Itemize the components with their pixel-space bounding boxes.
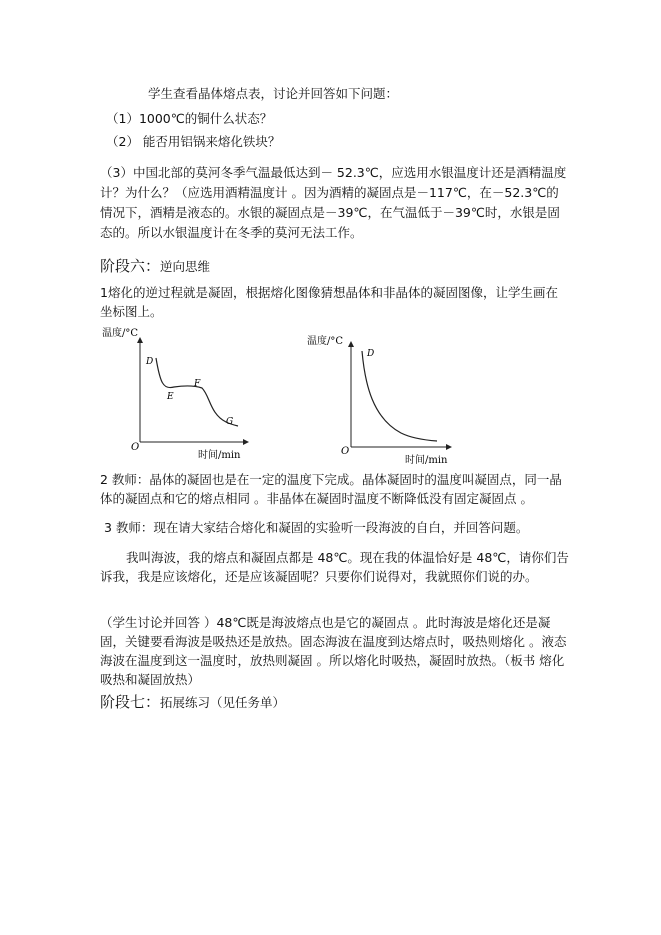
y-axis-label: 温度/°C <box>307 336 344 347</box>
crystal-solidification-graph <box>100 320 250 465</box>
point-f-label: F <box>194 379 201 389</box>
amorphous-solidification-graph <box>305 330 455 470</box>
paragraph-1: 1熔化的逆过程就是凝固，根据熔化图像猜想晶体和非晶体的凝固图像，让学生画在坐标图上。 <box>100 285 558 319</box>
point-e-label: E <box>167 392 174 402</box>
x-axis-label: 时间/min <box>198 450 241 461</box>
stage-6-title: 阶段六： <box>100 257 161 275</box>
point-g-label: G <box>226 417 234 427</box>
point-d-label: D <box>146 357 154 367</box>
paragraph-5: （学生讨论并回答 ）48℃既是海波熔点也是它的凝固点 。此时海波是熔化还是凝固，关键要看海波是吸热还是放热。固态海波在温度到达熔点时，吸热则熔化 。液态海波在温度到这一温度时，放热则凝固 。所以熔化时吸热，凝固时放热。（板书 熔化吸热和凝固放热） <box>100 615 567 687</box>
question-1: （1）1000℃的铜什么状态？ <box>106 111 273 126</box>
paragraph-2: 2 教师：晶体的凝固也是在一定的温度下完成。晶体凝固时的温度叫凝固点，同一晶体的凝固点和它的熔点相同 。非晶体在凝固时温度不断降低没有固定凝固点 。 <box>100 472 562 506</box>
intro-text: 学生查看晶体熔点表，讨论并回答如下问题： <box>148 86 399 101</box>
x-axis-label: 时间/min <box>405 455 448 466</box>
stage-6-heading <box>100 256 210 277</box>
paragraph-3: 3 教师：现在请大家结合熔化和凝固的实验听一段海波的自白，并回答问题。 <box>104 520 529 535</box>
y-axis-label: 温度/°C <box>102 328 139 339</box>
stage-7-heading <box>100 692 285 713</box>
origin-label: O <box>341 446 350 457</box>
origin-label: O <box>131 442 140 453</box>
paragraph-4: 我叫海波，我的熔点和凝固点都是 48℃。现在我的体温恰好是 48℃，请你们告诉我，我是应该熔化，还是应该凝固呢？只要你们说得对，我就照你们说的办。 <box>100 550 569 584</box>
amorphous-curve <box>362 351 437 441</box>
stage-7-subtitle: 拓展练习（见任务单） <box>160 695 286 710</box>
point-d-label: D <box>367 349 375 359</box>
question-3: （3）中国北部的莫河冬季气温最低达到－ 52.3℃，应选用水银温度计还是酒精温度计？为什么？（应选用酒精温度计 。因为酒精的凝固点是－117℃，在－52.3℃的情况下，酒精是液态的。水银的凝固点是－39℃，在气温低于－39℃时，水银是固态的。所以水银温度计在冬季的莫河无法工作。 <box>100 165 567 240</box>
stage-6-subtitle: 逆向思维 <box>160 259 211 274</box>
question-2: （2） 能否用铝锅来熔化铁块？ <box>106 134 281 149</box>
stage-7-title: 阶段七： <box>100 693 161 711</box>
